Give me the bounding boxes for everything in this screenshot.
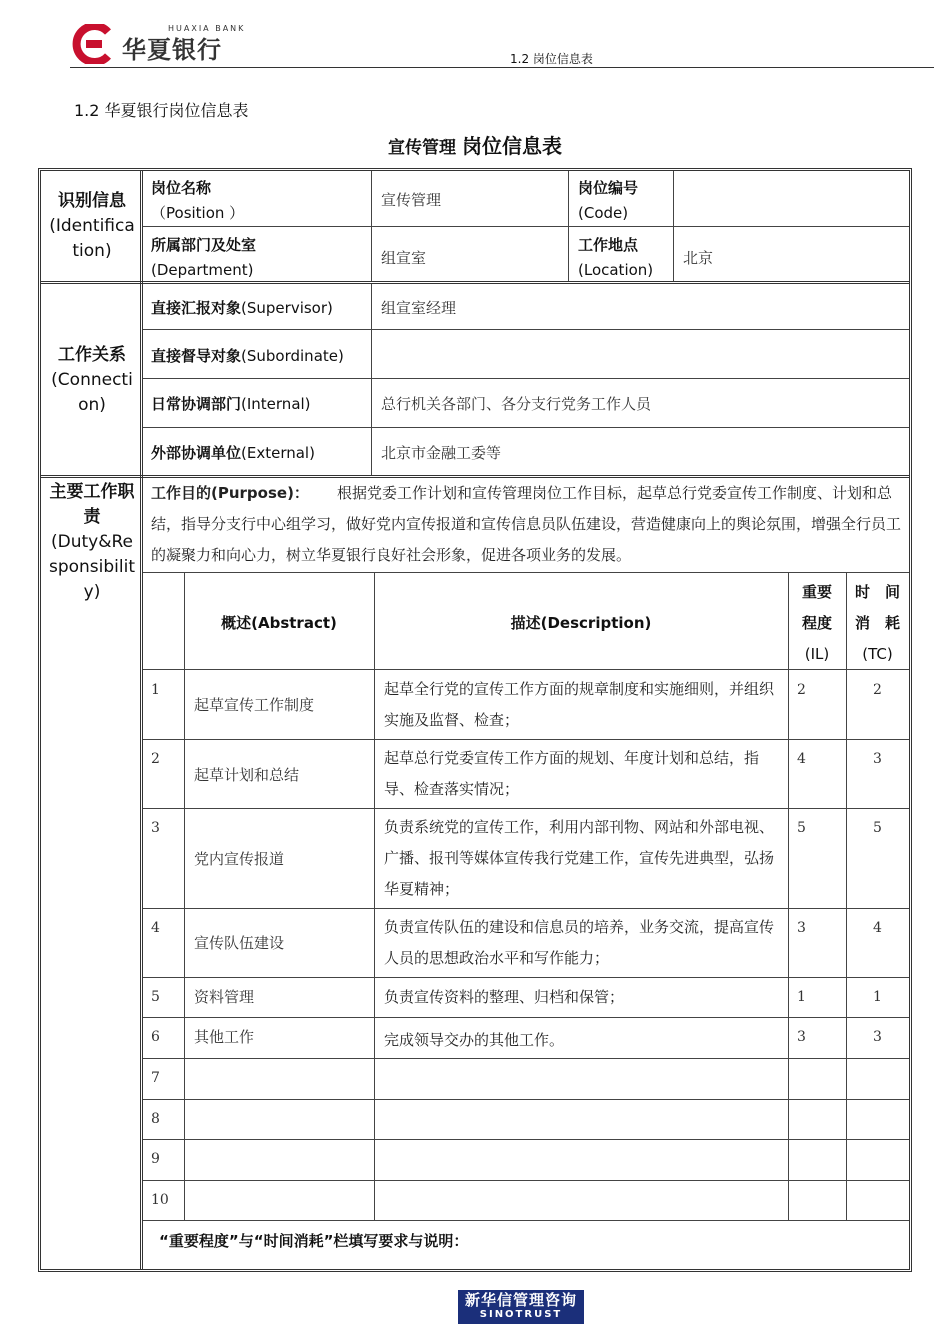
duty-row-tc: 3 (873, 1029, 882, 1045)
header-rule (70, 67, 934, 68)
position-code-label: 岗位编号 (Code) (578, 179, 639, 222)
sinotrust-logo (458, 1290, 584, 1324)
col-abstract-header: 概述(Abstract) (221, 614, 337, 632)
duty-row-il: 4 (797, 751, 806, 767)
duty-row-no: 10 (151, 1192, 169, 1208)
col-tc-header: 时 间 消 耗 (TC) (854, 583, 900, 663)
duty-row-tc: 3 (873, 751, 882, 767)
purpose (151, 478, 907, 571)
section-title: 1.2 华夏银行岗位信息表 (74, 101, 249, 120)
duty-row-abstract: 起草宣传工作制度 (194, 696, 315, 714)
external-value: 北京市金融工委等 (381, 444, 502, 462)
duty-row-no: 2 (151, 751, 160, 767)
duty-row-description: 负责系统党的宣传工作，利用内部刊物、网站和外部电视、广播、报刊等媒体宣传我行党建工作，宣传先进典型，弘扬华夏精神； (384, 818, 775, 898)
duty-row-no: 6 (151, 1029, 160, 1045)
position-name-label: 岗位名称 （Position ） (151, 179, 245, 222)
duty-row-il: 5 (797, 820, 806, 836)
duty-row-il: 1 (797, 989, 806, 1005)
internal-value: 总行机关各部门、各分支行党务工作人员 (381, 395, 652, 413)
duty-row-abstract: 资料管理 (194, 988, 255, 1006)
purpose-text: 根据党委工作计划和宣传管理岗位工作目标，起草总行党委宣传工作制度、计划和总结，指导分支行中心组学习，做好党内宣传报道和宣传信息员队伍建设，营造健康向上的舆论氛围，增强全行员工的凝聚力和向心力，树立华夏银行良好社会形象，促进各项业务的发展。 (151, 484, 902, 564)
duty-row-abstract: 起草计划和总结 (194, 766, 300, 784)
department-label: 所属部门及处室 (Department) (151, 236, 257, 279)
doc-title (388, 130, 562, 159)
duty-row-il: 3 (797, 1029, 806, 1045)
duty-row-description: 起草全行党的宣传工作方面的规章制度和实施细则，并组织实施及监督、检查； (384, 680, 775, 729)
external-label: 外部协调单位(External) (151, 444, 315, 462)
duty-row-abstract: 党内宣传报道 (194, 850, 285, 868)
duty-row-description: 负责宣传队伍的建设和信息员的培养，业务交流，提高宣传人员的思想政治水平和写作能力； (384, 918, 775, 967)
duty-label: 主要工作职责 (Duty&Responsibility) (48, 482, 136, 602)
connection-label: 工作关系 (Connection) (51, 345, 133, 415)
duty-row-abstract: 宣传队伍建设 (194, 934, 285, 952)
location-value: 北京 (683, 249, 714, 267)
duty-row-tc: 2 (873, 682, 882, 698)
duty-row-no: 8 (151, 1111, 160, 1127)
rating-note: “重要程度”与“时间消耗”栏填写要求与说明： (159, 1232, 469, 1250)
duty-row-tc: 5 (873, 820, 882, 836)
huaxia-bank-logo-icon (72, 24, 112, 64)
header-section-ref: 1.2 岗位信息表 (510, 52, 593, 66)
duty-row-tc: 1 (873, 989, 882, 1005)
footer-brand-cn: 新华信管理咨询 (464, 1291, 577, 1309)
duty-row-description: 完成领导交办的其他工作。 (384, 1031, 565, 1049)
supervisor-label: 直接汇报对象(Supervisor) (151, 299, 333, 317)
duty-row-tc: 4 (873, 920, 882, 936)
location-label: 工作地点 (Location) (578, 236, 654, 279)
duty-row-no: 5 (151, 989, 160, 1005)
bank-name-en: HUAXIA BANK (168, 24, 246, 33)
purpose-label: 工作目的(Purpose)： (151, 484, 309, 502)
duty-row-no: 3 (151, 820, 160, 836)
duty-row-il: 2 (797, 682, 806, 698)
col-il-header: 重要 程度 (IL) (801, 583, 832, 663)
duty-row-no: 9 (151, 1151, 160, 1167)
duty-row-no: 1 (151, 682, 160, 698)
doc-title-prefix: 宣传管理 (388, 138, 456, 158)
department-value: 组宣室 (381, 249, 427, 267)
position-info-form (38, 168, 912, 1272)
col-description-header: 描述(Description) (510, 614, 652, 632)
position-name-value: 宣传管理 (381, 191, 442, 209)
divider (140, 171, 143, 1269)
duty-row-il: 3 (797, 920, 806, 936)
duty-row-no: 4 (151, 920, 160, 936)
doc-title-main: 岗位信息表 (462, 134, 562, 158)
supervisor-value: 组宣室经理 (381, 299, 457, 317)
internal-label: 日常协调部门(Internal) (151, 395, 311, 413)
identification-label: 识别信息 (Identification) (49, 191, 135, 261)
duty-row-abstract: 其他工作 (194, 1028, 255, 1046)
footer-brand-en: SINOTRUST (479, 1309, 563, 1320)
subordinate-label: 直接督导对象(Subordinate) (151, 347, 344, 365)
bank-name-cn: 华夏银行 (122, 36, 222, 64)
duty-row-description: 起草总行党委宣传工作方面的规划、年度计划和总结，指导、检查落实情况； (384, 749, 760, 798)
page-header (0, 0, 950, 70)
duty-row-no: 7 (151, 1070, 160, 1086)
duty-row-description: 负责宣传资料的整理、归档和保管； (384, 988, 625, 1006)
